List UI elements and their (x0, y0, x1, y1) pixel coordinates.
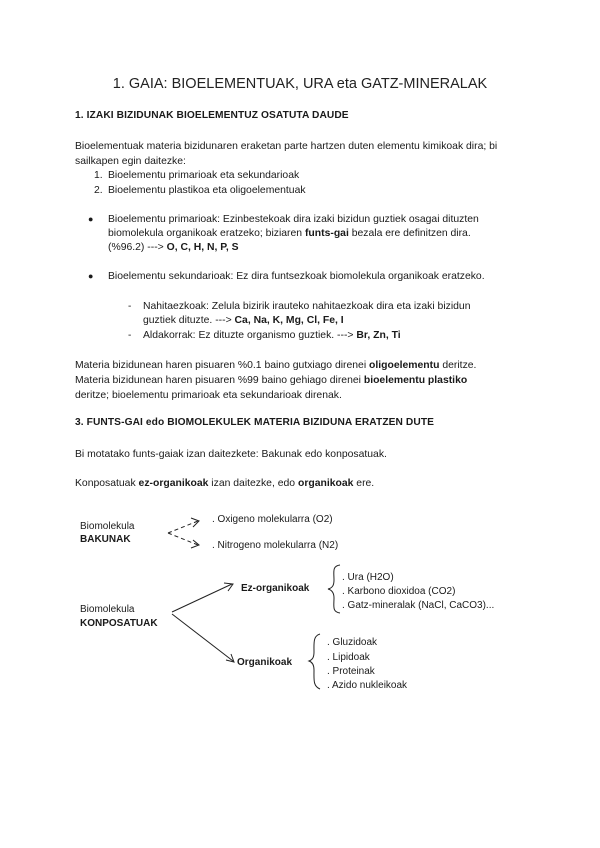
bullet-primary-line-1: Bioelementu primarioak: Ezinbestekoak dira izaki bizidun guztiek osagai dituzten (108, 214, 479, 225)
list-number: 1. (94, 170, 103, 181)
organikoak-item: . Azido nukleikoak (327, 680, 408, 691)
bullet-primary-line-3: (%96.2) ---> O, C, H, N, P, S (108, 242, 239, 253)
konposatuak-label-1: Biomolekula (80, 604, 135, 615)
intro-line-2: sailkapen egin daitezke: (75, 156, 186, 167)
dash-icon: - (128, 301, 132, 312)
list-item: Bioelementu primarioak eta sekundarioak (108, 170, 300, 181)
bullet-primary-line-2: biomolekula organikoak eratzeko; biziaren funts-gai bezala ere definitzen dira. (108, 228, 471, 239)
arrow-organikoak (172, 614, 233, 661)
arrow-ez-organikoak (172, 584, 232, 612)
sub-item-line-2: guztiek dituzte. ---> Ca, Na, K, Mg, Cl, Fe, I (143, 315, 344, 326)
list-item: Bioelementu plastikoa eta oligoelementuak (108, 185, 306, 196)
ez-organikoak-label: Ez-organikoak (241, 583, 310, 594)
section-3-line-2: Konposatuak ez-organikoak izan daitezke, edo organikoak ere. (75, 478, 375, 489)
list-number: 2. (94, 185, 103, 196)
organikoak-label: Organikoak (237, 657, 293, 668)
sub-item-aldakorrak: Aldakorrak: Ez dituzte organismo guztiek. ---> Br, Zn, Ti (143, 330, 401, 341)
ez-organikoak-item: . Ura (H2O) (342, 572, 394, 583)
bullet-icon: ● (88, 271, 94, 281)
para-line-3: deritze; bioelementu primarioak eta sekundarioak direnak. (75, 390, 342, 401)
bakunak-label-1: Biomolekula (80, 521, 135, 532)
organikoak-item: . Gluzidoak (327, 637, 378, 648)
brace-organikoak (309, 634, 320, 689)
para-line-1: Materia bizidunean haren pisuaren %0.1 baino gutxiago direnei oligoelementu deritze. (75, 360, 477, 371)
organikoak-item: . Proteinak (327, 666, 375, 677)
intro-line-1: Bioelementuak materia bizidunaren eraketan parte hartzen duten elementu kimikoak dira; bi (75, 141, 498, 152)
organikoak-item: . Lipidoak (327, 652, 370, 663)
bakunak-item: . Oxigeno molekularra (O2) (212, 514, 333, 525)
ez-organikoak-item: . Gatz-mineralak (NaCl, CaCO3)... (342, 600, 495, 611)
sub-item-line-1: Nahitaezkoak: Zelula bizirik irauteko nahitaezkoak dira eta izaki bizidun (143, 301, 471, 312)
konposatuak-label-2: KONPOSATUAK (80, 618, 158, 629)
bullet-secondary: Bioelementu sekundarioak: Ez dira funtsezkoak biomolekula organikoak eratzeko. (108, 271, 485, 282)
section-3-line-1: Bi motatako funts-gaiak izan daitezkete: Bakunak edo konposatuak. (75, 449, 387, 460)
bakunak-label-2: BAKUNAK (80, 534, 131, 545)
ez-organikoak-item: . Karbono dioxidoa (CO2) (342, 586, 456, 597)
page-title: 1. GAIA: BIOELEMENTUAK, URA eta GATZ-MINERALAK (112, 76, 488, 92)
section-1-heading: 1. IZAKI BIZIDUNAK BIOELEMENTUZ OSATUTA DAUDE (75, 110, 349, 121)
dash-icon: - (128, 330, 132, 341)
section-3-heading: 3. FUNTS-GAI edo BIOMOLEKULEK MATERIA BIZIDUNA ERATZEN DUTE (75, 417, 435, 428)
arrow-bakunak-lower (168, 533, 198, 545)
bakunak-item: . Nitrogeno molekularra (N2) (212, 540, 339, 551)
para-line-2: Materia bizidunean haren pisuaren %99 baino gehiago direnei bioelementu plastiko (75, 375, 468, 386)
brace-ez-organikoak (328, 565, 340, 613)
bullet-icon: ● (88, 214, 94, 224)
